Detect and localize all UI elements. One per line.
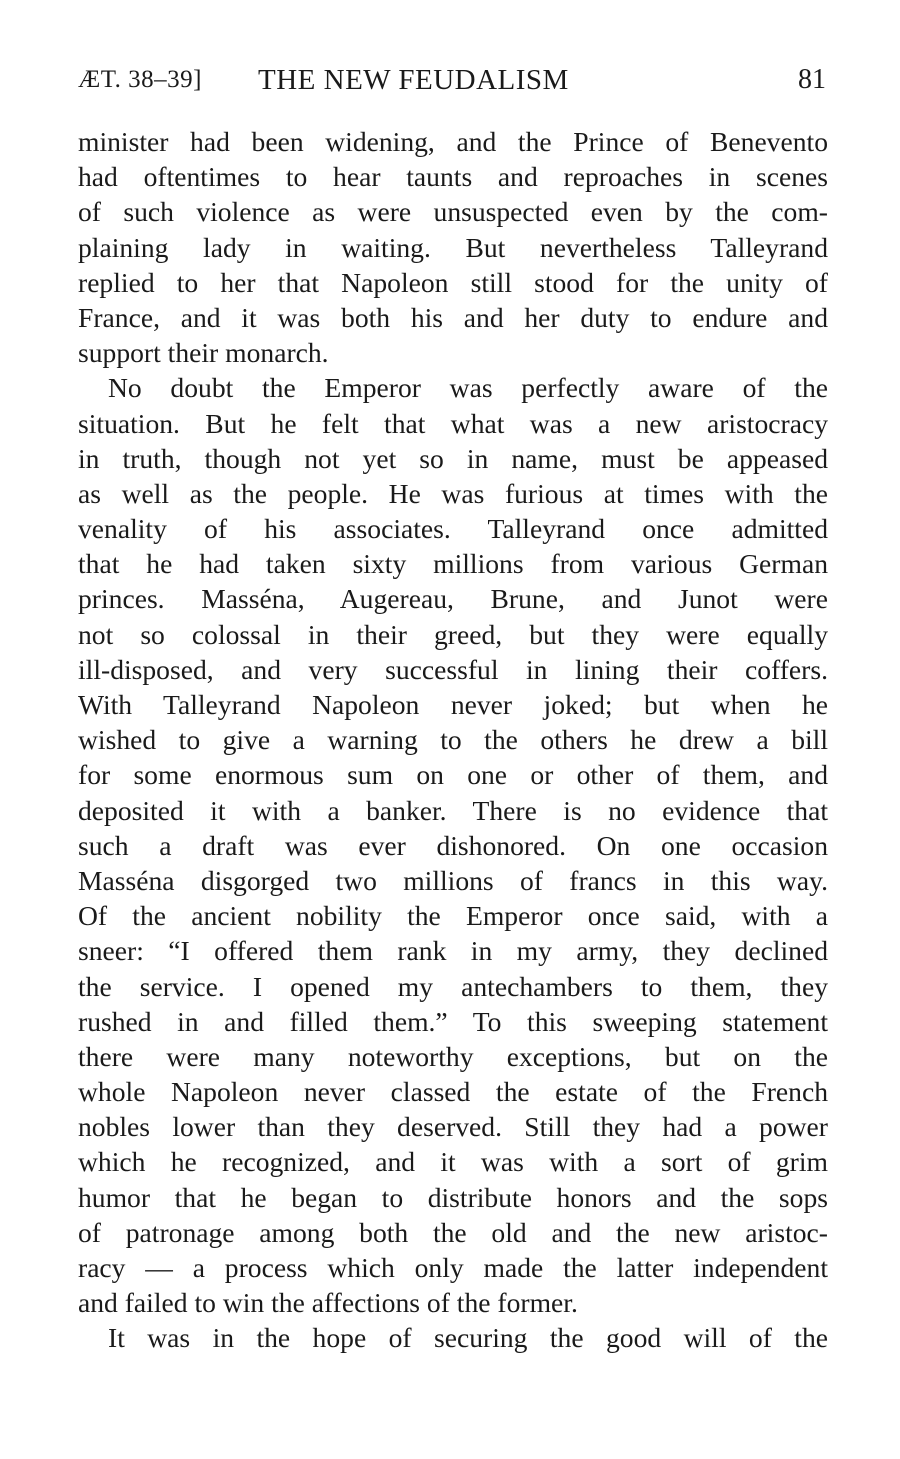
text-line: With Talleyrand Napoleon never joked; but when he (78, 689, 828, 720)
text-line: wished to give a warning to the others he drew a bill (78, 724, 828, 756)
running-title: THE NEW FEUDALISM (258, 64, 569, 96)
text-line: the service. I opened my antechambers to them, they (78, 970, 828, 1002)
book-page (78, 58, 828, 1356)
text-line: ill-disposed, and very successful in lining their coffers. (78, 653, 828, 685)
paragraph (78, 370, 828, 1320)
text-line: Of the ancient nobility the Emperor once said, with a (78, 900, 828, 932)
text-line: that he had taken sixty millions from various German (78, 548, 828, 580)
text-line: racy — a process which only made the latter independent (78, 1252, 828, 1283)
page-number: 81 (798, 64, 826, 95)
text-line: humor that he began to distribute honors and the sops (78, 1181, 828, 1213)
text-line: which he recognized, and it was with a sort of grim (78, 1146, 828, 1178)
text-line: It was in the hope of securing the good will of the (108, 1322, 828, 1354)
text-line: as well as the people. He was furious at times with the (78, 477, 828, 509)
text-line: rushed in and filled them.” To this sweeping statement (78, 1005, 828, 1037)
text-line: in truth, though not yet so in name, must be appeased (78, 442, 828, 474)
text-line: of patronage among both the old and the new aristoc- (78, 1216, 828, 1248)
text-line: and failed to win the affections of the former. (78, 1287, 578, 1319)
text-line: Masséna disgorged two millions of francs in this way. (78, 864, 828, 896)
body-text (78, 124, 828, 1356)
text-line: whole Napoleon never classed the estate of the French (78, 1076, 828, 1108)
text-line: replied to her that Napoleon still stood for the unity of (78, 266, 828, 298)
paragraph (78, 1320, 828, 1355)
text-line: princes. Masséna, Augereau, Brune, and Junot were (78, 583, 828, 615)
text-line: plaining lady in waiting. But nevertheless Talleyrand (78, 231, 828, 263)
text-line: for some enormous sum on one or other of them, and (78, 759, 828, 791)
text-line: France, and it was both his and her duty to endure and (78, 301, 828, 333)
text-line: venality of his associates. Talleyrand once admitted (78, 513, 828, 545)
running-head (78, 58, 828, 102)
text-line: No doubt the Emperor was perfectly aware of the (108, 372, 828, 404)
text-line: not so colossal in their greed, but they were equally (78, 618, 828, 650)
text-line: nobles lower than they deserved. Still they had a power (78, 1111, 828, 1143)
chapter-age-marker: ÆT. 38–39] (78, 66, 202, 93)
paragraph (78, 124, 828, 370)
text-line: sneer: “I offered them rank in my army, they declined (78, 935, 828, 967)
text-line: minister had been widening, and the Prince of Benevento (78, 126, 828, 157)
text-line: of such violence as were unsuspected even by the com- (78, 196, 828, 228)
text-line: such a draft was ever dishonored. On one occasion (78, 829, 828, 861)
text-line: deposited it with a banker. There is no evidence that (78, 794, 828, 826)
text-line: had oftentimes to hear taunts and reproaches in scenes (78, 161, 828, 193)
text-line: support their monarch. (78, 337, 329, 369)
text-line: situation. But he felt that what was a new aristocracy (78, 407, 828, 439)
text-line: there were many noteworthy exceptions, but on the (78, 1040, 828, 1072)
